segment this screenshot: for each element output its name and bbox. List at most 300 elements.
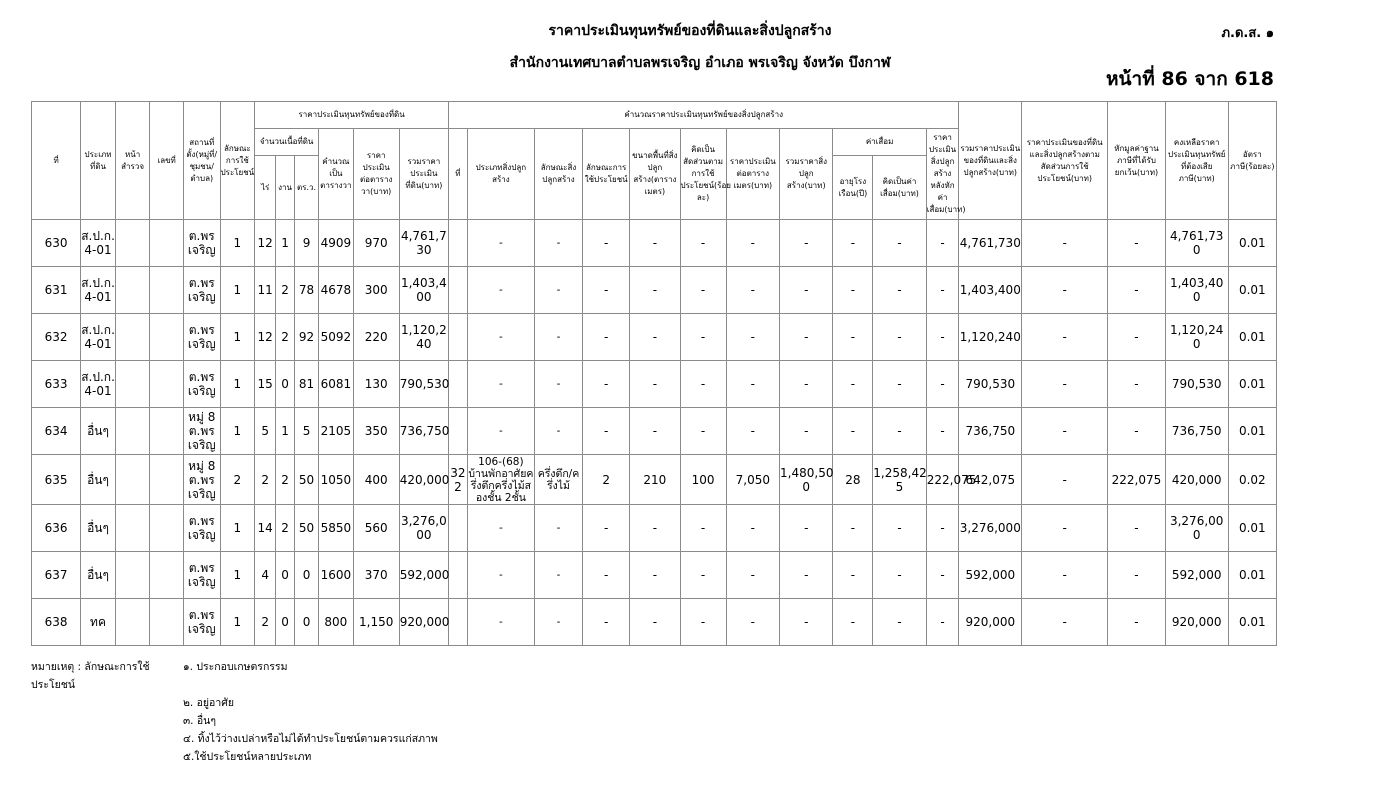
cell-taxable: 790,530: [1165, 361, 1228, 408]
table-row: [32, 220, 1277, 267]
cell-bldg-no: [448, 314, 467, 361]
cell-price-per-sqm: -: [726, 552, 779, 599]
header-no: ที่: [32, 102, 81, 220]
cell-ngan: 2: [276, 267, 295, 314]
cell-bldg-type: -: [467, 267, 534, 314]
cell-parcel-no: [150, 552, 184, 599]
cell-price-per-sqwa: 300: [353, 267, 399, 314]
cell-no: 635: [32, 455, 81, 505]
cell-bldg-total: -: [780, 220, 833, 267]
cell-location: หมู่ 8 ต.พร เจริญ: [183, 455, 220, 505]
cell-tax-rate: 0.01: [1228, 599, 1276, 646]
cell-land-type: ทค: [81, 599, 116, 646]
cell-rai: 12: [255, 220, 276, 267]
cell-bldg-after-depr: -: [926, 314, 959, 361]
cell-bldg-no: [448, 220, 467, 267]
cell-bldg-total: -: [780, 267, 833, 314]
cell-depr-amount: -: [873, 361, 926, 408]
cell-bldg-size: 210: [630, 455, 680, 505]
cell-parcel-no: [150, 267, 184, 314]
cell-price-per-sqwa: 350: [353, 408, 399, 455]
cell-tax-rate: 0.01: [1228, 552, 1276, 599]
cell-sqwa: 50: [294, 455, 318, 505]
cell-location: หมู่ 8 ต.พร เจริญ: [183, 408, 220, 455]
cell-sqwa: 5: [294, 408, 318, 455]
cell-bldg-kind: -: [534, 408, 582, 455]
cell-ngan: 2: [276, 314, 295, 361]
cell-land-type: ส.ป.ก. 4-01: [81, 220, 116, 267]
header-land-group: ราคาประเมินทุนทรัพย์ของที่ดิน: [255, 102, 449, 129]
cell-ngan: 0: [276, 599, 295, 646]
cell-parcel-no: [150, 455, 184, 505]
cell-sqwa: 78: [294, 267, 318, 314]
note-item: ๑. ประกอบเกษตรกรรม: [183, 661, 288, 673]
cell-land-total: 4,761,7 30: [399, 220, 448, 267]
cell-land-use: 1: [220, 599, 255, 646]
cell-no: 633: [32, 361, 81, 408]
cell-age: -: [833, 220, 873, 267]
cell-bldg-kind: -: [534, 314, 582, 361]
cell-age: -: [833, 361, 873, 408]
cell-age: 28: [833, 455, 873, 505]
header-building-use: ลักษณะการใช้ประโยชน์: [583, 129, 630, 220]
cell-parcel-no: [150, 361, 184, 408]
cell-bldg-kind: ครึ่งตึก/ค รึ่งไม้: [534, 455, 582, 505]
cell-depr-amount: -: [873, 314, 926, 361]
cell-bldg-total: -: [780, 599, 833, 646]
cell-bldg-size: -: [630, 505, 680, 552]
cell-no: 632: [32, 314, 81, 361]
cell-area-total: 5850: [319, 505, 354, 552]
cell-area-total: 800: [319, 599, 354, 646]
cell-area-total: 4909: [319, 220, 354, 267]
header-exemption: หักมูลค่าฐานภาษีที่ได้รับยกเว้น(บาท): [1108, 102, 1166, 220]
note-item: ๕.ใช้ประโยชน์หลายประเภท: [183, 751, 312, 763]
cell-share-value: -: [1022, 408, 1108, 455]
cell-depr-amount: -: [873, 599, 926, 646]
cell-tax-rate: 0.01: [1228, 408, 1276, 455]
cell-depr-amount: 1,258,42 5: [873, 455, 926, 505]
header-building-no: ที่: [448, 129, 467, 220]
cell-share-value: -: [1022, 314, 1108, 361]
cell-bldg-after-depr: -: [926, 267, 959, 314]
cell-no: 634: [32, 408, 81, 455]
cell-rai: 2: [255, 455, 276, 505]
cell-location: ต.พร เจริญ: [183, 361, 220, 408]
header-tax-rate: อัตราภาษี(ร้อยละ): [1228, 102, 1276, 220]
header-building-group: คำนวณราคาประเมินทุนทรัพย์ของสิ่งปลูกสร้าง: [448, 102, 958, 129]
cell-use-share: 100: [680, 455, 726, 505]
cell-sqwa: 92: [294, 314, 318, 361]
cell-land-use: 1: [220, 505, 255, 552]
cell-survey-page: [115, 267, 150, 314]
cell-exemption: -: [1108, 552, 1166, 599]
cell-depr-amount: -: [873, 220, 926, 267]
cell-bldg-after-depr: -: [926, 361, 959, 408]
cell-price-per-sqm: -: [726, 220, 779, 267]
cell-survey-page: [115, 552, 150, 599]
cell-land-total: 790,530: [399, 361, 448, 408]
header-land-use: ลักษณะการใช้ประโยชน์: [220, 102, 255, 220]
header-building-after-depreciation: ราคาประเมินสิ่งปลูกสร้างหลังหักค่าเสื่อม(บาท): [926, 129, 959, 220]
cell-survey-page: [115, 220, 150, 267]
cell-sqwa: 0: [294, 599, 318, 646]
cell-grand-total: 1,403,400: [959, 267, 1022, 314]
cell-price-per-sqm: -: [726, 361, 779, 408]
cell-bldg-after-depr: -: [926, 552, 959, 599]
cell-bldg-no: [448, 552, 467, 599]
cell-bldg-type: 106-(68) บ้านพักอาศัยค รึ่งตึกครึ่งไม้ส องชั้น 2ชั้น: [468, 455, 534, 504]
cell-no: 637: [32, 552, 81, 599]
cell-share-value: -: [1022, 361, 1108, 408]
cell-tax-rate: 0.02: [1228, 455, 1276, 505]
cell-bldg-use: -: [583, 552, 630, 599]
cell-bldg-size: -: [630, 267, 680, 314]
cell-grand-total: 642,075: [959, 455, 1022, 505]
cell-price-per-sqwa: 130: [353, 361, 399, 408]
cell-bldg-no: [448, 505, 467, 552]
cell-bldg-type: -: [467, 361, 534, 408]
cell-bldg-no: [448, 599, 467, 646]
cell-exemption: -: [1108, 220, 1166, 267]
cell-location: ต.พร เจริญ: [183, 314, 220, 361]
cell-survey-page: [115, 455, 150, 505]
table-row: [32, 267, 1277, 314]
cell-bldg-after-depr: -: [926, 408, 959, 455]
header-ngan: งาน: [276, 156, 295, 220]
cell-land-type: ส.ป.ก. 4-01: [81, 314, 116, 361]
cell-share-value: -: [1022, 552, 1108, 599]
cell-price-per-sqm: -: [726, 408, 779, 455]
cell-age: -: [833, 314, 873, 361]
document-title: ราคาประเมินทุนทรัพย์ของที่ดินและสิ่งปลูกสร้าง: [548, 23, 832, 39]
header-use-share: คิดเป็นสัดส่วนตามการใช้ประโยชน์(ร้อยละ): [680, 129, 726, 220]
cell-no: 630: [32, 220, 81, 267]
cell-price-per-sqm: 7,050: [726, 455, 779, 505]
cell-rai: 15: [255, 361, 276, 408]
cell-bldg-kind: -: [534, 505, 582, 552]
cell-bldg-after-depr: -: [926, 505, 959, 552]
cell-land-use: 1: [220, 314, 255, 361]
cell-grand-total: 592,000: [959, 552, 1022, 599]
cell-use-share: -: [680, 361, 726, 408]
cell-tax-rate: 0.01: [1228, 220, 1276, 267]
cell-parcel-no: [150, 408, 184, 455]
header-land-total: รวมราคาประเมินที่ดิน(บาท): [399, 129, 448, 220]
cell-share-value: -: [1022, 267, 1108, 314]
cell-bldg-no: [448, 361, 467, 408]
cell-grand-total: 920,000: [959, 599, 1022, 646]
cell-use-share: -: [680, 314, 726, 361]
note-item: ๔. ทิ้งไว้ว่างเปล่าหรือไม่ได้ทำประโยชน์ตามควรแก่สภาพ: [183, 733, 438, 745]
table-row: [32, 599, 1277, 646]
notes-section: [31, 658, 438, 766]
cell-bldg-after-depr: -: [926, 599, 959, 646]
table-row: [32, 505, 1277, 552]
header-building-kind: ลักษณะสิ่งปลูกสร้าง: [534, 129, 582, 220]
cell-land-type: อื่นๆ: [81, 408, 116, 455]
cell-tax-rate: 0.01: [1228, 314, 1276, 361]
cell-area-total: 1050: [319, 455, 354, 505]
header-age: อายุโรงเรือน(ปี): [833, 156, 873, 220]
cell-bldg-total: -: [780, 314, 833, 361]
cell-no: 631: [32, 267, 81, 314]
cell-ngan: 1: [276, 220, 295, 267]
header-grand-total: รวมราคาประเมินของที่ดินและสิ่งปลูกสร้าง(บาท): [959, 102, 1022, 220]
cell-taxable: 736,750: [1165, 408, 1228, 455]
cell-age: -: [833, 552, 873, 599]
cell-rai: 12: [255, 314, 276, 361]
header-taxable: คงเหลือราคาประเมินทุนทรัพย์ที่ต้องเสียภาษี(บาท): [1165, 102, 1228, 220]
cell-sqwa: 50: [294, 505, 318, 552]
cell-bldg-no: [448, 408, 467, 455]
header-land-type: ประเภทที่ดิน: [81, 102, 116, 220]
cell-depr-amount: -: [873, 552, 926, 599]
table-row: [32, 408, 1277, 455]
cell-land-use: 1: [220, 361, 255, 408]
cell-bldg-total: 1,480,50 0: [780, 455, 833, 505]
header-parcel-no: เลขที่: [150, 102, 184, 220]
cell-land-total: 1,403,4 00: [399, 267, 448, 314]
cell-rai: 14: [255, 505, 276, 552]
cell-land-total: 420,000: [399, 455, 448, 505]
cell-grand-total: 790,530: [959, 361, 1022, 408]
cell-age: -: [833, 408, 873, 455]
header-survey-page: หน้าสำรวจ: [115, 102, 150, 220]
cell-bldg-size: -: [630, 220, 680, 267]
cell-taxable: 1,120,24 0: [1165, 314, 1228, 361]
cell-bldg-type: -: [467, 220, 534, 267]
cell-grand-total: 736,750: [959, 408, 1022, 455]
form-code: ภ.ด.ส. ๑: [1221, 26, 1274, 41]
cell-rai: 4: [255, 552, 276, 599]
cell-survey-page: [115, 505, 150, 552]
table-row: [32, 361, 1277, 408]
cell-exemption: -: [1108, 408, 1166, 455]
cell-location: ต.พร เจริญ: [183, 505, 220, 552]
cell-bldg-use: 2: [583, 455, 630, 505]
cell-land-total: 1,120,2 40: [399, 314, 448, 361]
cell-price-per-sqwa: 220: [353, 314, 399, 361]
page-number: หน้าที่ 86 จาก 618: [1106, 68, 1274, 90]
cell-share-value: -: [1022, 220, 1108, 267]
cell-bldg-size: -: [630, 314, 680, 361]
cell-survey-page: [115, 314, 150, 361]
cell-depr-amount: -: [873, 267, 926, 314]
cell-bldg-type: -: [467, 314, 534, 361]
cell-bldg-total: -: [780, 361, 833, 408]
cell-use-share: -: [680, 408, 726, 455]
cell-land-type: อื่นๆ: [81, 552, 116, 599]
cell-bldg-type: -: [467, 505, 534, 552]
cell-taxable: 4,761,73 0: [1165, 220, 1228, 267]
header-rai: ไร่: [255, 156, 276, 220]
cell-land-type: อื่นๆ: [81, 455, 116, 505]
cell-survey-page: [115, 361, 150, 408]
cell-area-total: 5092: [319, 314, 354, 361]
cell-taxable: 3,276,00 0: [1165, 505, 1228, 552]
cell-depr-amount: -: [873, 505, 926, 552]
cell-area-total: 4678: [319, 267, 354, 314]
cell-ngan: 0: [276, 552, 295, 599]
cell-bldg-use: -: [583, 314, 630, 361]
header-building-type: ประเภทสิ่งปลูกสร้าง: [467, 129, 534, 220]
cell-share-value: -: [1022, 505, 1108, 552]
cell-rai: 2: [255, 599, 276, 646]
header-area-total: คำนวณเป็นตารางวา: [319, 129, 354, 220]
header-share-value: ราคาประเมินของที่ดินและสิ่งปลูกสร้างตามสัดส่วนการใช้ประโยชน์(บาท): [1022, 102, 1108, 220]
cell-price-per-sqwa: 560: [353, 505, 399, 552]
table-body: [32, 220, 1277, 646]
header-area-group: จำนวนเนื้อที่ดิน: [255, 129, 319, 156]
cell-land-total: 736,750: [399, 408, 448, 455]
cell-ngan: 2: [276, 505, 295, 552]
cell-land-total: 592,000: [399, 552, 448, 599]
cell-exemption: -: [1108, 267, 1166, 314]
cell-land-use: 1: [220, 552, 255, 599]
cell-bldg-use: -: [583, 408, 630, 455]
cell-bldg-size: -: [630, 361, 680, 408]
cell-land-total: 920,000: [399, 599, 448, 646]
cell-bldg-use: -: [583, 505, 630, 552]
header-building-total: รวมราคาสิ่งปลูกสร้าง(บาท): [780, 129, 833, 220]
cell-location: ต.พร เจริญ: [183, 552, 220, 599]
cell-bldg-use: -: [583, 599, 630, 646]
cell-bldg-kind: -: [534, 267, 582, 314]
cell-area-total: 1600: [319, 552, 354, 599]
cell-ngan: 1: [276, 408, 295, 455]
cell-price-per-sqm: -: [726, 267, 779, 314]
cell-bldg-total: -: [780, 505, 833, 552]
cell-location: ต.พร เจริญ: [183, 220, 220, 267]
cell-land-use: 1: [220, 267, 255, 314]
cell-price-per-sqm: -: [726, 505, 779, 552]
cell-ngan: 0: [276, 361, 295, 408]
cell-bldg-use: -: [583, 267, 630, 314]
cell-parcel-no: [150, 220, 184, 267]
cell-parcel-no: [150, 505, 184, 552]
cell-age: -: [833, 505, 873, 552]
cell-land-type: ส.ป.ก. 4-01: [81, 361, 116, 408]
cell-share-value: -: [1022, 599, 1108, 646]
cell-bldg-total: -: [780, 552, 833, 599]
cell-exemption: -: [1108, 314, 1166, 361]
table-row: [32, 455, 1277, 505]
cell-location: ต.พร เจริญ: [183, 599, 220, 646]
cell-no: 638: [32, 599, 81, 646]
cell-price-per-sqwa: 400: [353, 455, 399, 505]
cell-bldg-size: -: [630, 599, 680, 646]
cell-location: ต.พร เจริญ: [183, 267, 220, 314]
cell-price-per-sqwa: 970: [353, 220, 399, 267]
header-depreciation-amount: คิดเป็นค่าเสื่อม(บาท): [873, 156, 926, 220]
cell-price-per-sqwa: 370: [353, 552, 399, 599]
cell-rai: 5: [255, 408, 276, 455]
cell-bldg-no: 32 2: [448, 455, 467, 505]
cell-age: -: [833, 267, 873, 314]
cell-bldg-type: -: [467, 552, 534, 599]
cell-use-share: -: [680, 505, 726, 552]
cell-exemption: 222,075: [1108, 455, 1166, 505]
header-sqwa: ตร.ว.: [294, 156, 318, 220]
cell-use-share: -: [680, 267, 726, 314]
cell-bldg-use: -: [583, 361, 630, 408]
cell-age: -: [833, 599, 873, 646]
note-item: ๓. อื่นๆ: [183, 715, 216, 727]
cell-tax-rate: 0.01: [1228, 361, 1276, 408]
cell-survey-page: [115, 599, 150, 646]
cell-bldg-type: -: [467, 408, 534, 455]
cell-tax-rate: 0.01: [1228, 267, 1276, 314]
header-price-per-sqwa: ราคาประเมินต่อตารางวา(บาท): [353, 129, 399, 220]
table-row: [32, 314, 1277, 361]
cell-grand-total: 4,761,730: [959, 220, 1022, 267]
header-building-size: ขนาดพื้นที่สิ่งปลูกสร้าง(ตารางเมตร): [630, 129, 680, 220]
cell-bldg-type: -: [467, 599, 534, 646]
cell-taxable: 1,403,40 0: [1165, 267, 1228, 314]
cell-exemption: -: [1108, 599, 1166, 646]
cell-land-use: 1: [220, 220, 255, 267]
cell-land-total: 3,276,0 00: [399, 505, 448, 552]
cell-taxable: 420,000: [1165, 455, 1228, 505]
cell-exemption: -: [1108, 361, 1166, 408]
cell-bldg-no: [448, 267, 467, 314]
cell-grand-total: 1,120,240: [959, 314, 1022, 361]
cell-parcel-no: [150, 314, 184, 361]
header-price-per-sqm: ราคาประเมินต่อตารางเมตร(บาท): [726, 129, 779, 220]
cell-price-per-sqm: -: [726, 599, 779, 646]
cell-bldg-after-depr: -: [926, 220, 959, 267]
document-subtitle: สำนักงานเทศบาลตำบลพรเจริญ อำเภอ พรเจริญ จังหวัด บึงกาฬ: [509, 55, 891, 71]
cell-bldg-total: -: [780, 408, 833, 455]
cell-bldg-kind: -: [534, 552, 582, 599]
cell-grand-total: 3,276,000: [959, 505, 1022, 552]
cell-survey-page: [115, 408, 150, 455]
cell-exemption: -: [1108, 505, 1166, 552]
cell-sqwa: 9: [294, 220, 318, 267]
cell-use-share: -: [680, 552, 726, 599]
cell-land-type: อื่นๆ: [81, 505, 116, 552]
cell-land-use: 2: [220, 455, 255, 505]
cell-bldg-size: -: [630, 552, 680, 599]
cell-bldg-size: -: [630, 408, 680, 455]
cell-bldg-after-depr: 222,075: [926, 455, 959, 505]
cell-taxable: 592,000: [1165, 552, 1228, 599]
assessment-table: [31, 101, 1277, 646]
cell-area-total: 2105: [319, 408, 354, 455]
header-location: สถานที่ตั้ง(หมู่ที่/ชุมชน/ตำบล): [183, 102, 220, 220]
cell-land-type: ส.ป.ก. 4-01: [81, 267, 116, 314]
cell-depr-amount: -: [873, 408, 926, 455]
cell-price-per-sqm: -: [726, 314, 779, 361]
cell-bldg-kind: -: [534, 599, 582, 646]
notes-label: หมายเหตุ : ลักษณะการใช้ประโยชน์: [31, 661, 150, 691]
note-item: ๒. อยู่อาศัย: [183, 697, 235, 709]
cell-ngan: 2: [276, 455, 295, 505]
cell-parcel-no: [150, 599, 184, 646]
header-depreciation-group: ค่าเสื่อม: [833, 129, 926, 156]
cell-use-share: -: [680, 599, 726, 646]
cell-bldg-use: -: [583, 220, 630, 267]
cell-taxable: 920,000: [1165, 599, 1228, 646]
cell-area-total: 6081: [319, 361, 354, 408]
cell-no: 636: [32, 505, 81, 552]
cell-use-share: -: [680, 220, 726, 267]
cell-sqwa: 81: [294, 361, 318, 408]
cell-land-use: 1: [220, 408, 255, 455]
cell-sqwa: 0: [294, 552, 318, 599]
cell-bldg-kind: -: [534, 361, 582, 408]
